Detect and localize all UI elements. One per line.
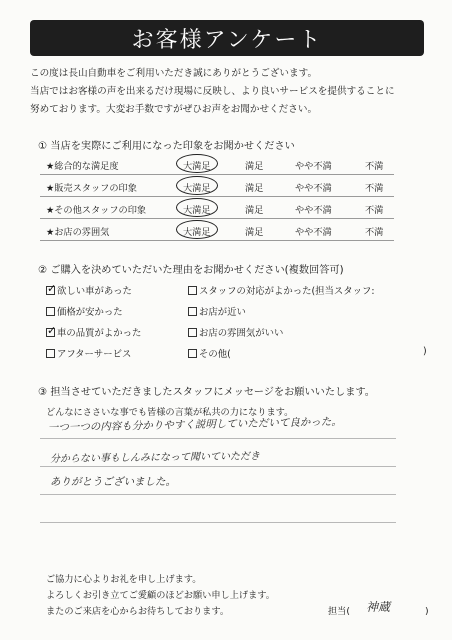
intro-line-3: 努めております。大変お手数ですがぜひお声をお聞かせください。 [30, 104, 318, 115]
checkbox[interactable] [46, 324, 57, 337]
check-mark-icon: ✓ [47, 282, 57, 295]
reason-label: 価格が安かった [57, 307, 123, 318]
divider [40, 174, 394, 175]
handwritten-line-1: 一つ一つの内容も分かりやすく説明していただいて良かった。 [47, 415, 342, 435]
reason-checkbox[interactable] [188, 325, 283, 339]
handwritten-line-3: ありがとうございました。 [50, 476, 176, 488]
check-mark-icon: ✓ [47, 324, 57, 337]
option-very-satisfied[interactable]: 大満足 [183, 183, 211, 194]
reason-checkbox[interactable] [46, 304, 123, 318]
other-close-paren: ) [423, 346, 427, 357]
reason-label: お店の雰囲気がいい [199, 328, 284, 339]
q1-heading: ① 当店を実際にご利用になった印象をお聞かせください [38, 141, 295, 152]
reason-label: アフターサービス [57, 349, 132, 360]
closing-line-1: ご協力に心よりお礼を申し上げます。 [46, 574, 202, 585]
q1-row-label: ★総合的な満足度 [46, 161, 119, 172]
checkbox[interactable] [46, 349, 55, 358]
reason-checkbox[interactable] [188, 346, 231, 360]
intro-line-2: 当店ではお客様の声を出来るだけ現場に反映し、より良いサービスを提供することに [30, 86, 395, 97]
option-satisfied[interactable]: 満足 [245, 161, 264, 172]
checkbox[interactable] [188, 286, 197, 295]
divider [40, 240, 394, 241]
option-somewhat-dissatisfied[interactable]: やや不満 [295, 227, 332, 238]
intro-line-1: この度は長山自動車をご利用いただき誠にありがとうございます。 [30, 68, 318, 79]
answer-line [40, 494, 396, 495]
staff-name: 神蔵 [366, 600, 391, 614]
handwritten-line-2: 分からない事もしんみになって聞いていただき [49, 451, 260, 465]
q1-row-label: ★お店の雰囲気 [46, 227, 110, 238]
option-satisfied[interactable]: 満足 [245, 205, 264, 216]
option-satisfied[interactable]: 満足 [245, 227, 264, 238]
q1-row-label: ★その他スタッフの印象 [46, 205, 147, 216]
closing-line-3: またのご来店を心からお待ちしております。 [46, 606, 230, 617]
option-dissatisfied[interactable]: 不満 [365, 205, 384, 216]
reason-checkbox[interactable] [46, 346, 131, 360]
selection-circle [176, 176, 218, 195]
reason-checkbox[interactable] [46, 325, 141, 339]
closing-line-2: よろしくお引き立てご愛顧のほどお願い申し上げます。 [46, 590, 275, 601]
option-dissatisfied[interactable]: 不満 [365, 227, 384, 238]
option-very-satisfied[interactable]: 大満足 [183, 227, 211, 238]
checkbox[interactable] [188, 349, 197, 358]
checkbox[interactable] [46, 282, 57, 295]
reason-label: その他( [199, 349, 231, 360]
option-somewhat-dissatisfied[interactable]: やや不満 [295, 161, 332, 172]
staff-label: 担当( [328, 606, 350, 617]
divider [40, 196, 394, 197]
option-satisfied[interactable]: 満足 [245, 183, 264, 194]
checkbox[interactable] [46, 307, 55, 316]
option-very-satisfied[interactable]: 大満足 [183, 205, 211, 216]
checkbox[interactable] [188, 328, 197, 337]
reason-label: お店が近い [199, 307, 246, 318]
answer-line [40, 522, 396, 523]
reason-label: 欲しい車があった [57, 286, 132, 297]
q1-row-label: ★販売スタッフの印象 [46, 183, 137, 194]
checkbox[interactable] [188, 307, 197, 316]
answer-line [40, 466, 396, 467]
option-dissatisfied[interactable]: 不満 [365, 183, 384, 194]
option-dissatisfied[interactable]: 不満 [365, 161, 384, 172]
reason-checkbox[interactable] [188, 304, 246, 318]
q3-heading: ③ 担当させていただきましたスタッフにメッセージをお願いいたします。 [38, 387, 375, 398]
q3-subheading: どんなにささいな事でも皆様の言葉が私共の力になります。 [46, 407, 294, 418]
q2-heading: ② ご購入を決めていただいた理由をお聞かせください(複数回答可) [38, 265, 344, 276]
survey-title: お客様アンケート [30, 20, 424, 56]
divider [40, 218, 394, 219]
selection-circle [176, 198, 218, 217]
option-very-satisfied[interactable]: 大満足 [183, 161, 211, 172]
staff-close-paren: ) [425, 606, 429, 617]
selection-circle [176, 220, 218, 239]
option-somewhat-dissatisfied[interactable]: やや不満 [295, 183, 332, 194]
reason-label: スタッフの対応がよかった(担当スタッフ: [199, 286, 375, 297]
reason-label: 車の品質がよかった [57, 328, 142, 339]
reason-checkbox[interactable] [46, 283, 132, 297]
selection-circle [176, 154, 218, 173]
option-somewhat-dissatisfied[interactable]: やや不満 [295, 205, 332, 216]
answer-line [40, 438, 396, 439]
reason-checkbox[interactable] [188, 283, 375, 297]
